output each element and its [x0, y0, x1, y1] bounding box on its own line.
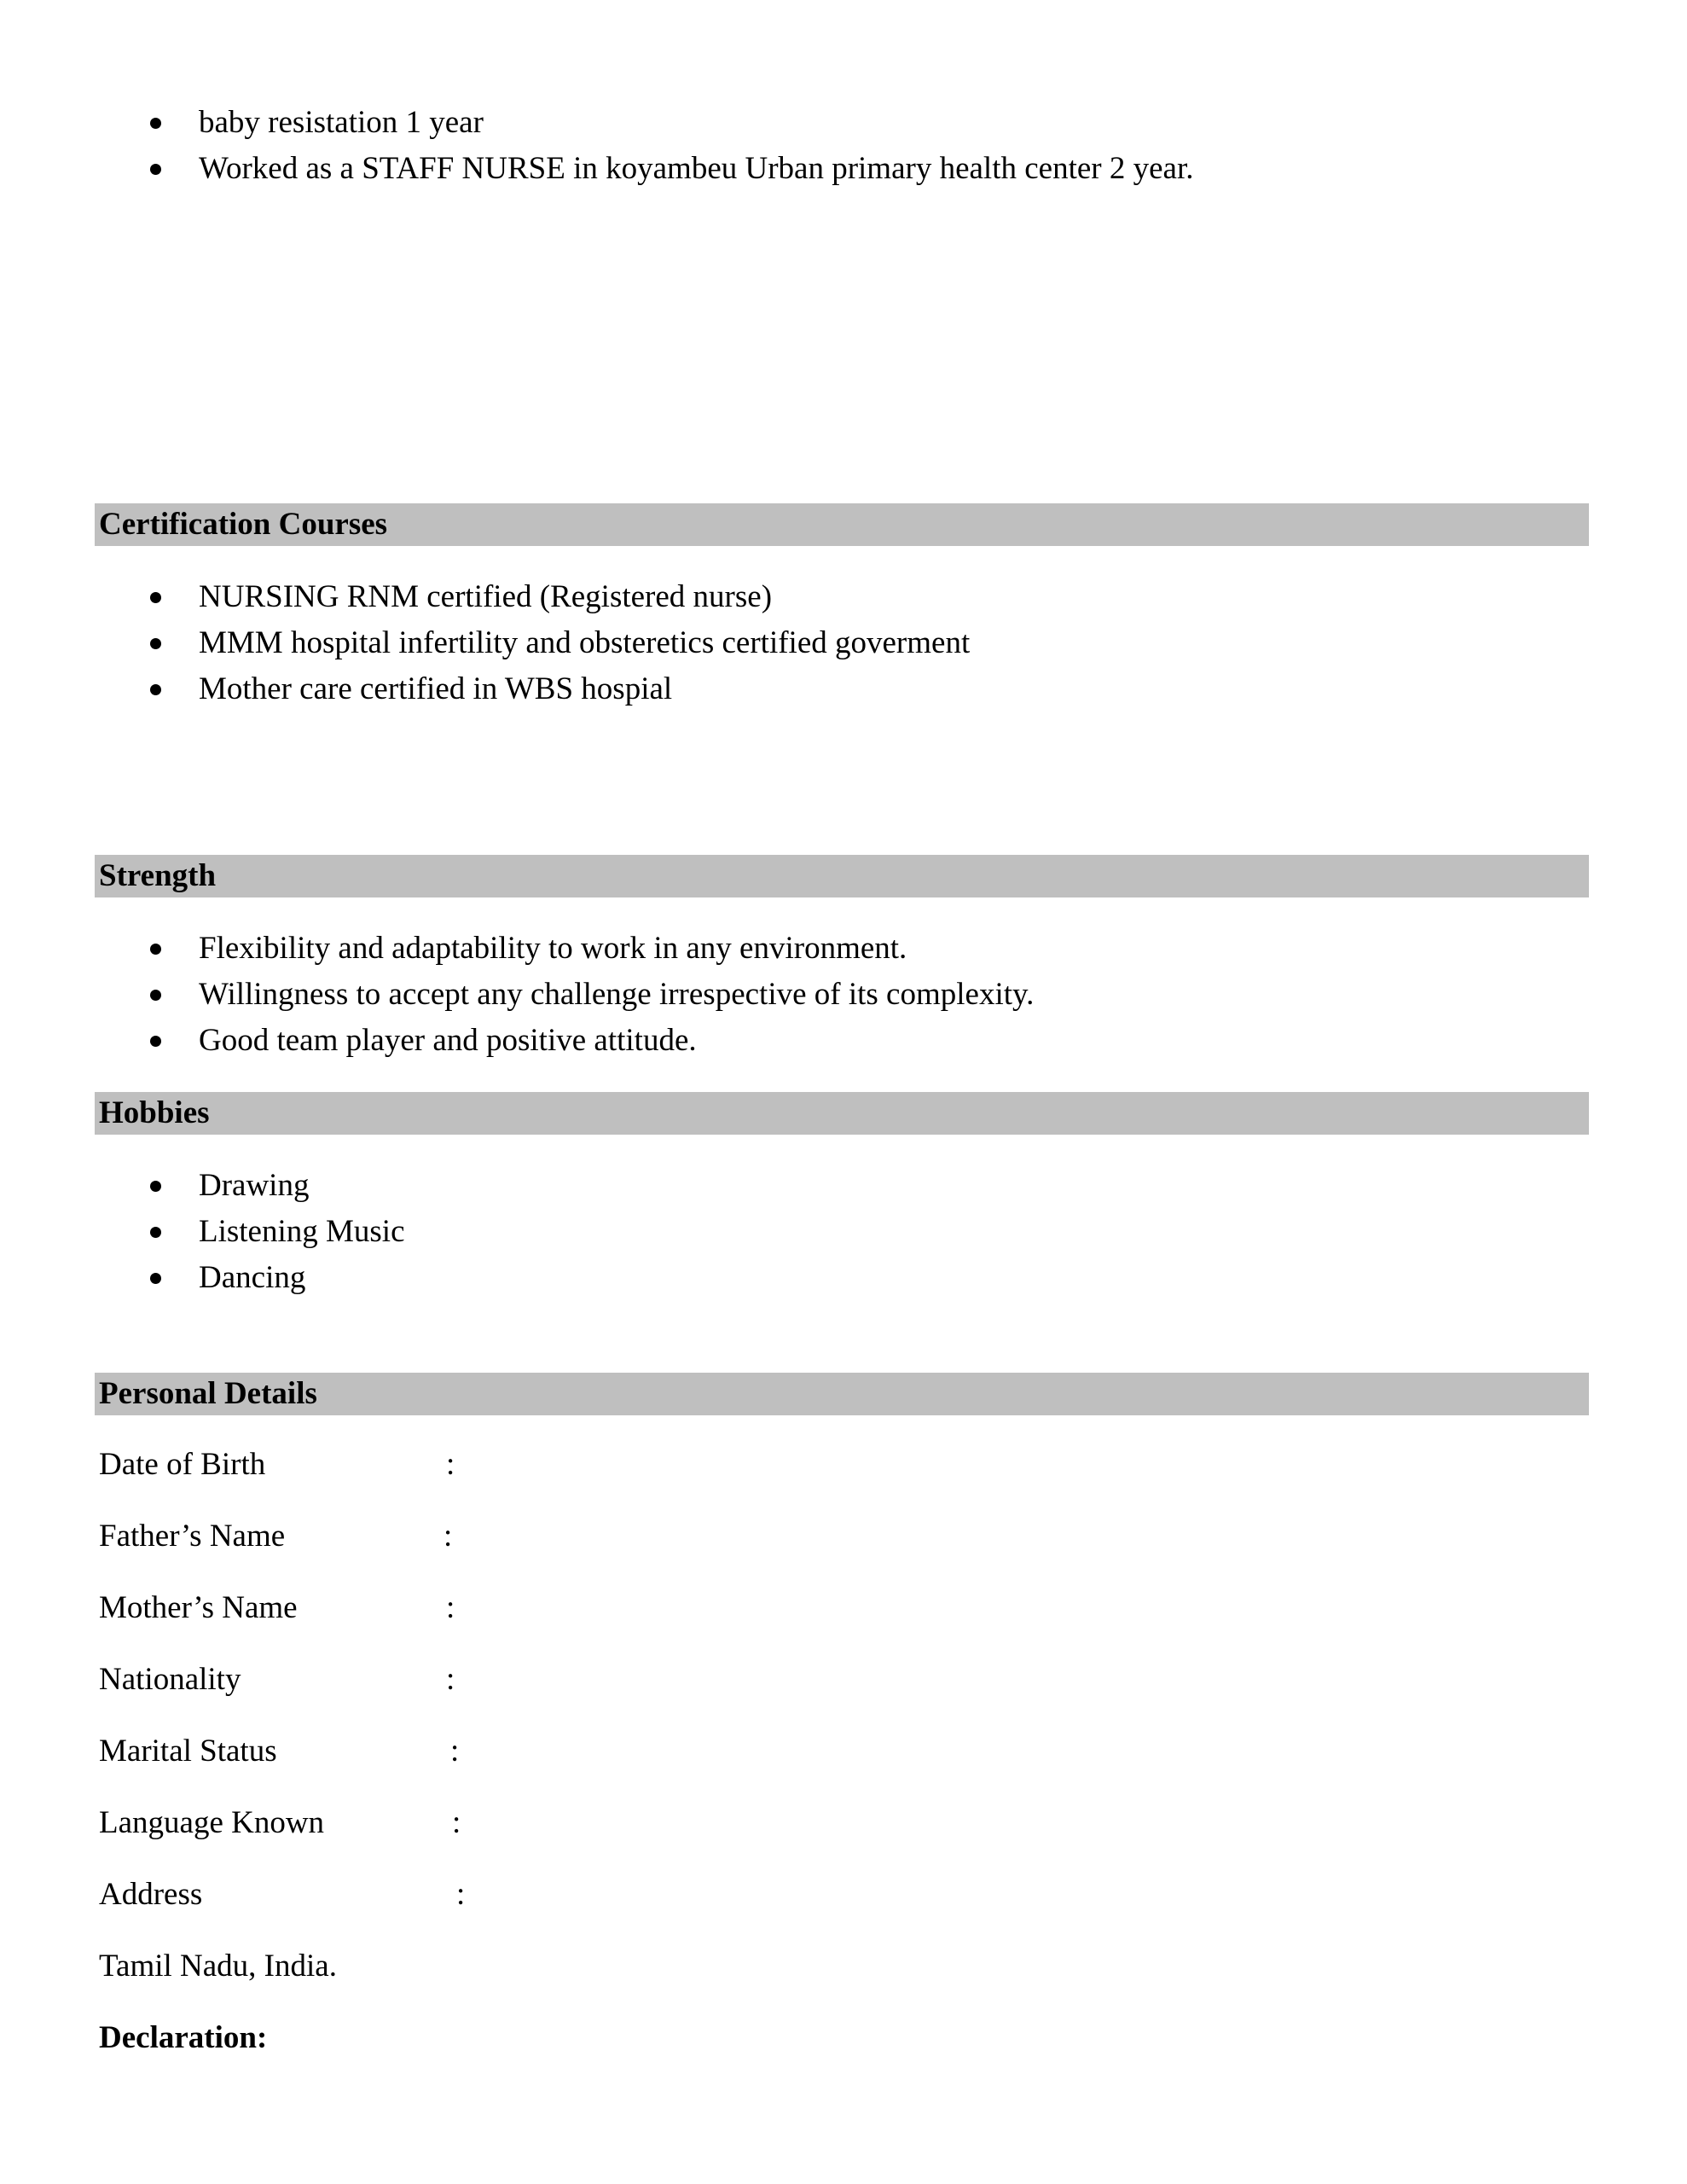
hobbies-list	[0, 1163, 405, 1301]
bullet-icon	[150, 164, 161, 175]
bullet-icon	[150, 592, 161, 603]
certification-section-header	[95, 503, 1589, 546]
bullet-icon	[150, 638, 161, 649]
list-item	[0, 926, 1034, 972]
bullet-icon	[150, 944, 161, 955]
strength-list	[0, 926, 1034, 1064]
detail-label-fathers-name: Father’s Name	[99, 1519, 286, 1554]
detail-separator: :	[446, 1662, 455, 1697]
experience-item: Worked as a STAFF NURSE in koyambeu Urban primary health center 2 year.	[199, 151, 1194, 186]
list-item	[0, 146, 1193, 192]
section-title: Strength	[99, 858, 217, 893]
list-item	[0, 100, 1193, 146]
bullet-icon	[150, 684, 161, 695]
section-title: Hobbies	[99, 1095, 210, 1130]
detail-separator: :	[446, 1447, 455, 1482]
list-item	[0, 1209, 405, 1255]
bullet-icon	[150, 1227, 161, 1238]
list-item	[0, 1018, 1034, 1064]
address-line: Tamil Nadu, India.	[99, 1949, 337, 1984]
bullet-icon	[150, 990, 161, 1001]
list-item	[0, 1163, 405, 1209]
declaration-heading: Declaration:	[99, 2020, 268, 2055]
hobbies-section-header	[95, 1092, 1589, 1135]
list-item	[0, 1255, 405, 1301]
strength-item: Flexibility and adaptability to work in any environment.	[199, 931, 907, 966]
detail-label-nationality: Nationality	[99, 1662, 241, 1697]
hobby-item: Listening Music	[199, 1214, 405, 1249]
detail-label-mothers-name: Mother’s Name	[99, 1590, 298, 1625]
certification-item: NURSING RNM certified (Registered nurse)	[199, 579, 773, 614]
detail-label-language-known: Language Known	[99, 1805, 325, 1840]
hobby-item: Drawing	[199, 1168, 310, 1203]
bullet-icon	[150, 1181, 161, 1192]
detail-separator: :	[452, 1805, 461, 1840]
list-item	[0, 666, 970, 712]
certification-list	[0, 574, 970, 712]
detail-separator: :	[450, 1734, 460, 1769]
list-item	[0, 574, 970, 620]
experience-list	[0, 100, 1193, 192]
bullet-icon	[150, 1273, 161, 1284]
list-item	[0, 972, 1034, 1018]
certification-item: MMM hospital infertility and obsteretics certified goverment	[199, 625, 971, 660]
detail-separator: :	[446, 1590, 455, 1625]
detail-label-marital-status: Marital Status	[99, 1734, 277, 1769]
hobby-item: Dancing	[199, 1260, 306, 1295]
list-item	[0, 620, 970, 666]
section-title: Personal Details	[99, 1376, 317, 1411]
detail-separator: :	[456, 1877, 466, 1912]
detail-label-date-of-birth: Date of Birth	[99, 1447, 266, 1482]
strength-item: Willingness to accept any challenge irrespective of its complexity.	[199, 977, 1035, 1012]
experience-item: baby resistation 1 year	[199, 105, 484, 140]
bullet-icon	[150, 1036, 161, 1047]
detail-separator: :	[443, 1519, 453, 1554]
section-title: Certification Courses	[99, 507, 388, 542]
bullet-icon	[150, 118, 161, 129]
strength-item: Good team player and positive attitude.	[199, 1023, 697, 1058]
detail-label-address: Address	[99, 1877, 203, 1912]
strength-section-header	[95, 855, 1589, 897]
certification-item: Mother care certified in WBS hospial	[199, 671, 673, 706]
personal-details-section-header	[95, 1373, 1589, 1415]
